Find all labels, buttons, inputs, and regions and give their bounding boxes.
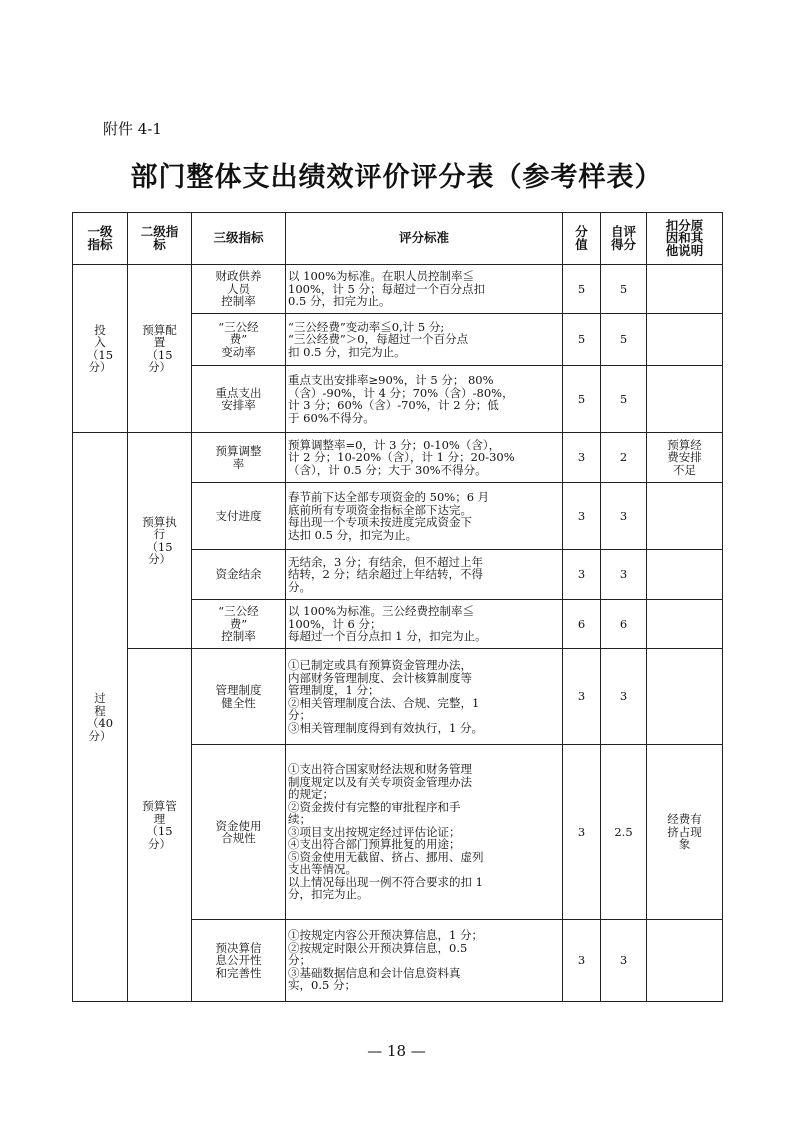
criteria-cell: 无结余，3 分；有结余，但不超过上年 结转，2 分；结余超过上年结转，不得 分。	[286, 550, 563, 600]
criteria-cell: ①已制定或具有预算资金管理办法， 内部财务管理制度、会计核算制度等 管理制度，1 分； ②相关管理制度合法、合规、完整，1 分； ③相关管理制度得到有效执行，1 分。	[286, 649, 563, 745]
header-self-score: 自评 得分	[601, 213, 647, 265]
remark-cell	[647, 920, 723, 1002]
header-remarks: 扣分原 因和其 他说明	[647, 213, 723, 265]
group-process: 过 程 （40 分）	[73, 433, 128, 1002]
table-header-row	[73, 213, 723, 265]
indicator-cell: 预算调整 率	[192, 433, 286, 483]
criteria-cell: 预算调整率=0，计 3 分；0-10%（含）， 计 2 分；10-20%（含），计 1 分；20-30% （含），计 0.5 分；大于 30%不得分。	[286, 433, 563, 483]
indicator-cell: 资金结余	[192, 550, 286, 600]
score-cell: 5	[563, 366, 601, 433]
score-cell: 3	[563, 483, 601, 550]
criteria-cell: ①支出符合国家财经法规和财务管理 制度规定以及有关专项资金管理办法 的规定； ②资金拨付有完整的审批程序和手 续； ③项目支出按规定经过评估论证； ④支出符合部门预算批复的用途； ⑤资金使用无截留、挤占、挪用、虚列 支出等情况。 以上情况每出现一例不符合要求的扣 1 分，扣完为止。	[286, 745, 563, 920]
remark-cell	[647, 649, 723, 745]
self-score-cell: 5	[601, 314, 647, 366]
header-level2: 二级指 标	[128, 213, 192, 265]
header-level3: 三级指标	[192, 213, 286, 265]
header-criteria: 评分标准	[286, 213, 563, 265]
remark-cell: 经费有 挤占现 象	[647, 745, 723, 920]
remark-cell	[647, 483, 723, 550]
remark-cell: 预算经 费安排 不足	[647, 433, 723, 483]
criteria-cell: 以 100%为标准。在职人员控制率≦ 100%，计 5 分；每超过一个百分点扣 0.5 分，扣完为止。	[286, 265, 563, 314]
remark-cell	[647, 366, 723, 433]
evaluation-score-table	[72, 212, 723, 1002]
remark-cell	[647, 550, 723, 600]
criteria-cell: 春节前下达全部专项资金的 50%；6 月 底前所有专项资金指标全部下达完。 每出现一个专项未按进度完成资金下 达扣 0.5 分，扣完为止。	[286, 483, 563, 550]
table-row	[73, 433, 723, 483]
self-score-cell: 3	[601, 483, 647, 550]
score-cell: 5	[563, 314, 601, 366]
table-row	[73, 649, 723, 745]
subgroup-budget-mgmt: 预算管 理 （15 分）	[128, 649, 192, 1002]
page-title: 部门整体支出绩效评价评分表（参考样表）	[130, 162, 663, 193]
self-score-cell: 3	[601, 649, 647, 745]
page-number: — 18 —	[367, 1042, 426, 1060]
subgroup-budget-config: 预算配 置 （15 分）	[128, 265, 192, 433]
indicator-cell: 支付进度	[192, 483, 286, 550]
indicator-cell: 资金使用 合规性	[192, 745, 286, 920]
self-score-cell: 5	[601, 265, 647, 314]
score-cell: 5	[563, 265, 601, 314]
indicator-cell: “三公经 费” 控制率	[192, 600, 286, 649]
header-score: 分 值	[563, 213, 601, 265]
subgroup-budget-exec: 预算执 行 （15 分）	[128, 433, 192, 649]
score-cell: 3	[563, 433, 601, 483]
header-level1: 一级 指标	[73, 213, 128, 265]
self-score-cell: 2	[601, 433, 647, 483]
indicator-cell: 管理制度 健全性	[192, 649, 286, 745]
score-cell: 3	[563, 745, 601, 920]
criteria-cell: “三公经费”变动率≦0,计 5 分; “三公经费”＞0，每超过一个百分点 扣 0.5 分，扣完为止。	[286, 314, 563, 366]
group-input: 投 入 （15 分）	[73, 265, 128, 433]
criteria-cell: 以 100%为标准。三公经费控制率≦ 100%，计 6 分； 每超过一个百分点扣 1 分，扣完为止。	[286, 600, 563, 649]
indicator-cell: 财政供养 人员 控制率	[192, 265, 286, 314]
self-score-cell: 6	[601, 600, 647, 649]
self-score-cell: 3	[601, 550, 647, 600]
score-cell: 3	[563, 920, 601, 1002]
attachment-label: 附件 4-1	[103, 120, 162, 138]
criteria-cell: ①按规定内容公开预决算信息，1 分； ②按规定时限公开预决算信息，0.5 分； ③基础数据信息和会计信息资料真 实，0.5 分；	[286, 920, 563, 1002]
indicator-cell: 预决算信 息公开性 和完善性	[192, 920, 286, 1002]
score-cell: 3	[563, 550, 601, 600]
score-cell: 3	[563, 649, 601, 745]
table-row	[73, 265, 723, 314]
remark-cell	[647, 600, 723, 649]
self-score-cell: 3	[601, 920, 647, 1002]
remark-cell	[647, 314, 723, 366]
indicator-cell: “三公经 费” 变动率	[192, 314, 286, 366]
criteria-cell: 重点支出安排率≥90%，计 5 分； 80% （含）-90%，计 4 分；70%（含）-80%， 计 3 分；60%（含）-70%，计 2 分；低 于 60%不得分。	[286, 366, 563, 433]
self-score-cell: 2.5	[601, 745, 647, 920]
remark-cell	[647, 265, 723, 314]
indicator-cell: 重点支出 安排率	[192, 366, 286, 433]
self-score-cell: 5	[601, 366, 647, 433]
score-cell: 6	[563, 600, 601, 649]
